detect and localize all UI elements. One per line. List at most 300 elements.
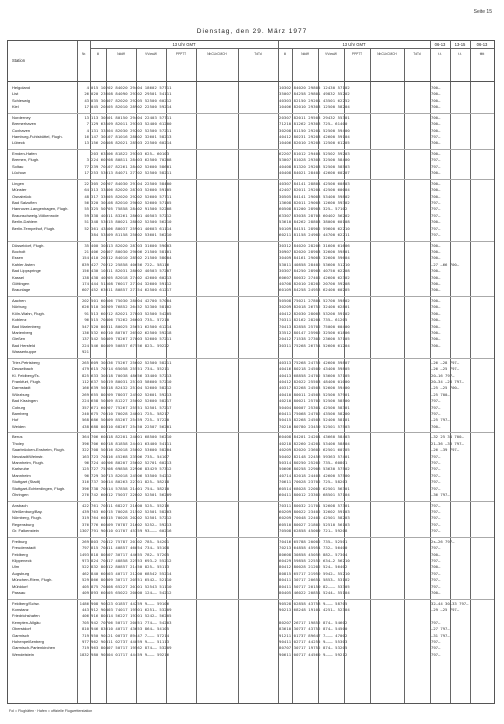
obs-13gmt-b: 40218 82260 24201 53400 58804: [279, 440, 350, 446]
obs-13gmt-a: 131 33304 82030 29202 52500 57211: [91, 127, 172, 133]
station-name: Passau: [12, 590, 26, 595]
obs-13gmt-a: 824 70417 48858 22553 693—2 55212: [91, 558, 172, 563]
station-number: 156: [81, 268, 89, 274]
obs-13gmt-a: 305 20207 84030 29104 22500 58400: [91, 180, 172, 186]
obs-13gmt-b: 40412 82030 28003 53200 59102: [279, 310, 350, 316]
station-name: Düsseldorf, Flugh.: [12, 242, 45, 248]
extremes: 797—: [431, 472, 441, 478]
station-number: 43: [84, 97, 89, 103]
obs-13gmt-a: 763 60215 70028 21502 52501 58203: [91, 509, 172, 514]
extremes: —27 797—: [431, 626, 450, 632]
obs-13gmt-a: 520 80311 80025 25651 62500 61214: [91, 323, 172, 329]
station-number: 316: [81, 479, 89, 485]
station-name: Emden-Hafen: [12, 151, 37, 156]
station-name: Feldberg/Schw.: [12, 600, 40, 606]
station-name: Nürnberg, Flugh.: [12, 515, 43, 521]
obs-13gmt-b: 30907 82020 28903 32600 59801: [279, 249, 350, 254]
footer-note: Fol = Flughäfen · Hafen = offizielle Flugwetterstation: [9, 709, 93, 713]
station-number: 16: [84, 134, 89, 139]
station-number: 96: [84, 472, 89, 478]
obs-13gmt-b: 10302 84020 29805 12430 57102: [279, 85, 350, 90]
station-name: Frankfurt, Flugh.: [12, 379, 42, 384]
station-name: Gr. Falkenstein: [12, 528, 39, 534]
station-number: 921: [81, 349, 89, 355]
obs-13gmt-a: 764 60315 70028 20202 52501 57212: [91, 515, 172, 521]
obs-13gmt-b: 70210 80780 23450 52501 57503: [279, 423, 350, 429]
station-name: Cuxhaven: [12, 127, 31, 133]
extremes: 797—: [431, 232, 441, 237]
obs-13gmt-b: 60408 84201 24204 43660 58403: [279, 434, 350, 440]
obs-13gmt-a: 791 90510 01707 45359 93——— 60216: [91, 528, 172, 534]
obs-13gmt-b: 90528 02858 43758 9——— 58705: [279, 600, 348, 606]
obs-13gmt-b: 70508 62858 45009 721— 59208: [279, 528, 348, 534]
obs-13gmt-a: 020 23608 84090 29302 29501 54111: [91, 91, 172, 97]
table-row: [8, 170, 494, 176]
station-name: Ansbach: [12, 502, 28, 508]
obs-13gmt-a: 513 60212 82021 27803 52500 54205: [91, 310, 172, 316]
station-number: 35: [84, 242, 89, 248]
station-number: 17: [84, 170, 89, 176]
obs-13gmt-a: 686 50509 85267 25459 725— 57220: [91, 417, 170, 423]
extremes: 700—: [431, 170, 441, 176]
station-number: 3: [86, 157, 89, 163]
obs-13gmt-a: 532 60210 80707 26502 62500 59218: [91, 330, 172, 335]
obs-13gmt-b: 60508 81200 28903 325— 57102: [279, 206, 348, 212]
station-number: 224: [81, 398, 89, 404]
extremes: —25 797—: [431, 417, 450, 423]
obs-13gmt-a: 361 43506 80037 25901 40603 61114: [91, 225, 172, 231]
station-number: 443: [81, 607, 89, 612]
extremes: 797—: [431, 583, 441, 589]
station-number: 64: [84, 187, 89, 193]
station-name: Oberstdorf: [12, 626, 31, 632]
extremes: 797—: [431, 212, 441, 218]
obs-13gmt-b: 10406 82010 29303 12500 58204: [279, 104, 350, 110]
station-name: Bad Lippspringe: [12, 268, 41, 274]
obs-13gmt-a: 916 80414 56227 19301 5242— 56205: [91, 613, 172, 619]
station-number: 7: [86, 121, 89, 127]
extremes: 797—: [431, 558, 441, 563]
obs-13gmt-a: 348 53615 80021 28802 52500 56210: [91, 219, 172, 225]
extremes: 700—: [431, 564, 441, 570]
station-number: 479: [81, 366, 89, 372]
station-number: 529: [81, 577, 89, 583]
station-name: Bad Salzuflen: [12, 200, 37, 205]
obs-13gmt-a: 963 80407 50717 19562 874—— 53209: [91, 645, 172, 651]
station-number: 406: [81, 613, 89, 619]
group3-header-a: 06-13: [434, 42, 446, 47]
obs-13gmt-b: 10406 82010 29203 12500 61205: [279, 140, 350, 146]
obs-13gmt-a: 942 70706 50717 20051 774—— 54203: [91, 619, 172, 625]
station-name: Lübeck: [12, 140, 25, 146]
page-number: Seite 15: [473, 9, 492, 15]
extremes: 700—: [431, 281, 441, 286]
extremes: 797—: [431, 206, 441, 212]
station-number: 96: [84, 460, 89, 465]
obs-13gmt-b: 83610 30737 43752 874— 54500: [279, 626, 348, 632]
obs-13gmt-a: 406 20407 80030 29006 21500 58101: [91, 249, 172, 254]
obs-13gmt-a: 724 40206 80207 25602 52701 60213: [91, 460, 172, 465]
station-number: 439: [81, 509, 89, 514]
obs-13gmt-a: 658 50309 81227 25002 52600 58217: [91, 398, 172, 404]
station-number: 26: [84, 91, 89, 97]
station-number: 626: [81, 304, 89, 310]
obs-13gmt-a: 675 70510 70028 24801 725— 58217: [91, 411, 170, 416]
obs-13gmt-b: 62207 81012 29404 52502 59203: [279, 151, 350, 156]
obs-13gmt-b: 63307 83038 28703 60402 56202: [279, 212, 350, 218]
extremes: 797—: [431, 479, 441, 485]
station-name: Braunschweig-Völkenrode: [12, 212, 59, 218]
extremes: —26 —39 797—: [431, 447, 460, 453]
station-name: Stuttgart (Stadt): [12, 479, 41, 485]
obs-13gmt-b: 80411 30717 20651 5853— 53102: [279, 577, 350, 583]
obs-13gmt-b: 70311 82162 28204 735— 61205: [279, 317, 348, 323]
station-name: Regensburg: [12, 521, 34, 527]
extremes: 797—: [431, 545, 441, 551]
obs-13gmt-a: 729 30713 82018 24506 53500 54212: [91, 472, 172, 478]
obs-13gmt-a: 737 30614 80263 22701 825— 58218: [91, 479, 170, 485]
extremes: 700—: [431, 97, 441, 103]
obs-13gmt-b: 40413 68858 24702 53600 57105: [279, 372, 350, 378]
obs-13gmt-b: 50415 82268 24503 52400 58101: [279, 417, 350, 423]
extremes: 700—: [431, 342, 441, 348]
extremes: 700—: [431, 242, 441, 248]
sub1-vvwww: VVwwW: [145, 52, 157, 56]
station-number: 4: [86, 127, 89, 133]
station-number: 1307: [79, 528, 89, 534]
station-name: Kahler Asten: [12, 261, 35, 267]
sub1-nddff: Nddff: [117, 52, 125, 56]
station-name: Lüchow: [12, 170, 26, 176]
station-number: 422: [81, 502, 89, 508]
group2-header: 13 Uhr GMT: [342, 42, 366, 47]
station-name: Freiburg: [12, 538, 27, 544]
station-number: 137: [81, 336, 89, 342]
obs-13gmt-b: 13608 82011 29003 12600 59302: [279, 200, 350, 205]
extremes: 797—: [431, 134, 441, 139]
obs-13gmt-a: 615 70214 65058 25551 734— 55211: [91, 366, 170, 372]
station-number: 48: [84, 193, 89, 199]
sub1-iii: iii: [96, 52, 100, 56]
station-number: 13: [84, 114, 89, 120]
station-name: Kl. Feldberg/Ts.: [12, 372, 40, 378]
station-name: Weiden: [12, 423, 26, 429]
extremes: 700—: [431, 304, 441, 310]
station-name: Mannheim: [12, 472, 31, 478]
obs-13gmt-a: 815 70411 40857 46054 734— 55108: [91, 545, 170, 551]
station-name: Hannover-Langenhagen, Flugh.: [12, 206, 69, 212]
group-separator: [8, 296, 494, 297]
obs-13gmt-a: 980 90304 01717 44459 9——— 59216: [91, 651, 170, 657]
obs-13gmt-b: 40303 82150 29201 43501 62252: [279, 97, 350, 103]
obs-13gmt-b: 70311 80032 21701 52608 57301: [279, 502, 350, 508]
station-name: Bad Marienberg: [12, 323, 41, 329]
obs-13gmt-a: 723 70416 45268 23506 735— 54107: [91, 453, 170, 459]
station-name: Berus: [12, 434, 23, 440]
station-name: Bocholt: [12, 249, 26, 254]
obs-13gmt-b: 50508 75021 27804 52700 59802: [279, 298, 350, 303]
station-name: Koblenz: [12, 317, 27, 323]
extremes: 700—: [431, 193, 441, 199]
station-number: 265: [81, 359, 89, 365]
obs-13gmt-a: 875 70408 65227 20101 52543 51110: [91, 583, 172, 589]
extremes: 20—34 —28 797—: [431, 379, 464, 384]
table-row: [8, 652, 494, 658]
station-number: 1486: [79, 600, 89, 606]
obs-13gmt-b: 60211 81158 24902 44700 62211: [279, 232, 350, 237]
extremes: 700—: [431, 336, 441, 342]
obs-13gmt-b: 50314 80250 25202 735— 60801: [279, 460, 348, 465]
extremes: 797—: [431, 460, 441, 465]
station-number: 1493: [79, 551, 89, 557]
obs-13gmt-a: 688 80310 68267 25450 22507 56201: [91, 423, 172, 429]
station-number: 91: [84, 310, 89, 316]
station-name: Münster: [12, 187, 27, 193]
station-name: Mannheim, Flugh.: [12, 460, 45, 465]
group-separator: [8, 501, 494, 502]
station-number: 719: [81, 645, 89, 651]
extremes: 700—: [431, 219, 441, 225]
extremes: —29 —25 797—: [431, 607, 460, 612]
obs-13gmt-b: 80411 50717 20150 82——— 53305: [279, 583, 350, 589]
obs-13gmt-a: 239 70107 82261 28402 52600 58601: [91, 163, 172, 169]
table-row: [8, 424, 494, 430]
station-number: 547: [81, 323, 89, 329]
extremes: 700—: [431, 423, 441, 429]
station-name: Berlin-Tempelhof, Flugh.: [12, 225, 56, 231]
obs-13gmt-b: 40412 80231 29203 42600 59104: [279, 134, 350, 139]
obs-13gmt-b: 91211 01737 89647 7——— 47002: [279, 632, 348, 638]
obs-13gmt-a: 410 20312 84010 28502 21500 58004: [91, 255, 172, 261]
extremes: 797—: [431, 502, 441, 508]
obs-13gmt-b: 40410 80011 24503 52500 57901: [279, 391, 350, 397]
extremes: 700—: [431, 255, 441, 261]
extremes: 700—: [431, 268, 441, 274]
extremes: 797—: [431, 225, 441, 231]
obs-13gmt-a: 633 30518 70038 48656 33400 57213: [91, 372, 172, 378]
sub2-iii: iii: [283, 52, 287, 56]
obs-13gmt-a: 015 10202 84020 29404 18602 57711: [91, 85, 172, 90]
sub3-b: t.t.: [458, 52, 462, 56]
extremes: 20—16 797—: [431, 372, 455, 378]
obs-13gmt-a: 962 90311 02737 44059 9——— 51113: [91, 639, 170, 644]
station-name: Aachen: [12, 298, 26, 303]
station-name: Mühldorf: [12, 583, 28, 589]
station-name: Trier-Petrisberg: [12, 359, 40, 365]
obs-13gmt-b: 40416 80218 24500 43400 59805: [279, 366, 350, 372]
station-name: List: [12, 91, 19, 97]
station-number: 59: [84, 212, 89, 218]
obs-13gmt-b: 90611 00717 44560 9——— 59212: [279, 651, 348, 657]
extremes: —26 —25 797—: [431, 366, 460, 372]
station-name: Saarbrücken-Ensheim, Flugh.: [12, 447, 65, 453]
station-name: Wendelstein: [12, 651, 34, 657]
station-number: 396: [81, 485, 89, 491]
station-name: Köln-Wahn, Flugh.: [12, 310, 45, 316]
station-number: 136: [81, 330, 89, 335]
extremes: 2s—26 797—: [431, 538, 455, 544]
obs-13gmt-a: 803 70412 75787 20102 785— 54201: [91, 538, 170, 544]
obs-13gmt-b: 50109 84151 28902 59600 62210: [279, 225, 350, 231]
station-number: 269: [81, 538, 89, 544]
sub1-ppptt: PPPTT: [175, 52, 187, 56]
station-number: 357: [81, 404, 89, 410]
extremes: —27 —66 700—: [431, 261, 460, 267]
station-number: 810: [81, 626, 89, 632]
group-separator: [8, 149, 494, 150]
station-number: 322: [81, 447, 89, 453]
station-number: 1832: [79, 651, 89, 657]
station-number: 125: [81, 466, 89, 472]
obs-13gmt-b: 20412 71538 27302 23600 57105: [279, 336, 350, 342]
obs-13gmt-a: 384 53509 81158 25802 53601 56210: [91, 232, 172, 237]
obs-13gmt-b: 50402 82148 22456 59363 57401: [279, 453, 350, 459]
group-separator: [8, 358, 494, 359]
obs-13gmt-a: 761 70311 68227 21600 525— 55216: [91, 502, 170, 508]
obs-13gmt-a: 546 80409 50857 67556 823— 59222: [91, 342, 170, 348]
station-name: Soltau: [12, 163, 24, 169]
obs-13gmt-a: 671 60207 75267 25551 52501 57217: [91, 404, 172, 410]
station-number: 269: [81, 391, 89, 397]
table-row: [8, 349, 494, 355]
obs-13gmt-b: 42407 82011 29204 42500 60004: [279, 187, 350, 193]
extremes: 797—: [431, 200, 441, 205]
station-number: 163: [81, 453, 89, 459]
obs-13gmt-a: 320 30108 82010 29002 52600 57105: [91, 200, 172, 205]
extremes: 21—36 —33 797—: [431, 440, 464, 446]
station-name: Augsburg: [12, 570, 30, 576]
extremes: 797—: [431, 639, 441, 644]
obs-13gmt-b: 30311 75268 26754 52600 61204: [279, 342, 350, 348]
station-name: Berlin-Dahlem: [12, 219, 38, 225]
extremes: 700—: [431, 114, 441, 120]
station-number: 56: [84, 200, 89, 205]
obs-13gmt-a: 832 80312 80857 21450 825— 55113: [91, 564, 170, 570]
extremes: 700—: [431, 310, 441, 316]
station-number: 376: [81, 521, 89, 527]
extremes: 797—: [431, 398, 441, 404]
station-name: Weißenburg/Bay.: [12, 509, 43, 514]
obs-13gmt-b: 30307 84250 28903 40750 62208: [279, 268, 350, 274]
extremes: 700—: [431, 551, 441, 557]
obs-13gmt-b: 53007 81028 29303 32500 58400: [279, 157, 350, 163]
obs-13gmt-b: 80412 80028 21202 524— 56402: [279, 564, 348, 570]
group-separator: [8, 241, 494, 242]
station-name: Göttingen: [12, 281, 30, 286]
station-name: Darmstadt: [12, 385, 31, 391]
station-name: Bremerhaven: [12, 121, 37, 127]
obs-13gmt-b: 70611 70028 23702 725— 58203: [279, 479, 348, 485]
obs-13gmt-b: 40209 82020 23602 62501 60705: [279, 447, 350, 453]
obs-13gmt-a: 912 90403 74017 19501 6251— 53209: [91, 607, 172, 612]
extremes: 797—: [431, 577, 441, 583]
station-name: Lingen: [12, 180, 25, 186]
obs-13gmt-b: 60109 84258 24953 62400 60205: [279, 287, 350, 293]
station-number: 154: [81, 255, 89, 261]
station-number: 202: [81, 298, 89, 303]
obs-13gmt-b: 20307 82011 29503 29432 55301: [279, 114, 350, 120]
station-name: Wasserkuppe: [12, 349, 37, 355]
station-number: 22: [84, 180, 89, 186]
station-number: 977: [81, 639, 89, 644]
extremes: 797—: [431, 528, 441, 534]
station-number: 112: [81, 379, 89, 384]
extremes: 700—: [431, 180, 441, 186]
station-number: 224: [81, 342, 89, 348]
obs-13gmt-b: 50404 80007 25301 42500 58301: [279, 404, 350, 410]
weather-table: [7, 40, 495, 704]
date-line: Dienstag, den 29. März 1977: [196, 28, 308, 35]
extremes: 797—: [431, 619, 441, 625]
extremes: 700—: [431, 590, 441, 595]
obs-13gmt-a: 045 20505 82010 28902 22500 59214: [91, 104, 172, 110]
obs-13gmt-a: 776 60509 70787 21602 5252— 59213: [91, 521, 172, 527]
obs-13gmt-b: 60411 80012 23302 68501 57104: [279, 492, 350, 497]
group-separator: [8, 537, 494, 538]
station-name: Stuttgart-Echterdingen, Flugh.: [12, 485, 66, 491]
station-name: Essen: [12, 255, 24, 261]
extremes: —26 —28 797—: [431, 359, 460, 365]
station-name: Neustadt/Weinstr.: [12, 453, 44, 459]
obs-13gmt-a: 946 83610 40717 43653 864— 54105: [91, 626, 170, 632]
extremes: 700—: [431, 274, 441, 280]
extremes: —25 700—: [431, 391, 450, 397]
station-number: 4: [86, 85, 89, 90]
obs-13gmt-b: 80405 46022 20851 5244— 55104: [279, 590, 350, 595]
station-name: Kassel: [12, 274, 25, 280]
sub2-tdtd: TdTd: [413, 52, 421, 56]
extremes: 700—: [431, 298, 441, 303]
obs-13gmt-a: 708 50316 82018 25002 53600 58204: [91, 447, 172, 453]
station-number: 13: [84, 140, 89, 146]
station-number: 55: [84, 206, 89, 212]
obs-13gmt-b: 40412 82022 25503 48400 01000: [279, 379, 350, 384]
obs-13gmt-b: 60514 68028 22002 62501 56301: [279, 485, 350, 491]
station-name: Bamberg: [12, 411, 29, 416]
extremes: 700—: [431, 187, 441, 193]
obs-13gmt-b: 30209 82018 26752 32400 62801: [279, 304, 350, 310]
station-name: Nürburg: [12, 304, 27, 310]
header-bottom-rule: [8, 81, 494, 82]
obs-13gmt-b: 30505 84141 29003 53400 59802: [279, 193, 350, 199]
obs-13gmt-a: 706 60418 82201 24001 68500 56210: [91, 434, 172, 440]
station-name: Kiel: [12, 104, 19, 110]
sub3-c: ttttt: [479, 52, 485, 56]
obs-13gmt-a: 908 90523 01857 44259 9——— 59106: [91, 600, 170, 606]
station-name: Garmisch-Partenkirchen: [12, 645, 56, 651]
table-row: [8, 232, 494, 238]
extremes: 700—: [431, 151, 441, 156]
obs-13gmt-b: 70213 64858 45954 732— 56400: [279, 545, 348, 551]
table-row: [8, 590, 494, 596]
obs-13gmt-b: 60411 75068 24702 43500 58200: [279, 411, 350, 416]
station-number: 52: [84, 225, 89, 231]
station-name: Norderney: [12, 114, 31, 120]
obs-13gmt-a: 510 30209 76852 26452 52300 58102: [91, 304, 172, 310]
obs-13gmt-a: 113 30501 80150 29404 22403 57711: [91, 114, 172, 120]
extremes: 700—: [431, 91, 441, 97]
station-number: 51: [84, 219, 89, 225]
sub1-nr: Nr.: [81, 52, 87, 56]
extremes: 797—: [431, 521, 441, 527]
station-number: 240: [81, 411, 89, 416]
obs-13gmt-b: 40408 84021 28402 42600 60207: [279, 170, 350, 176]
obs-13gmt-a: 727 75208 69858 22906 83429 57312: [91, 466, 172, 472]
station-number: 797: [81, 545, 89, 551]
obs-13gmt-a: 609 30536 75267 25602 52500 58211: [91, 359, 172, 365]
obs-13gmt-a: 501 60506 75030 28004 42700 57004: [91, 298, 172, 303]
obs-13gmt-b: 53011 40858 28402 53600 51210: [279, 261, 350, 267]
